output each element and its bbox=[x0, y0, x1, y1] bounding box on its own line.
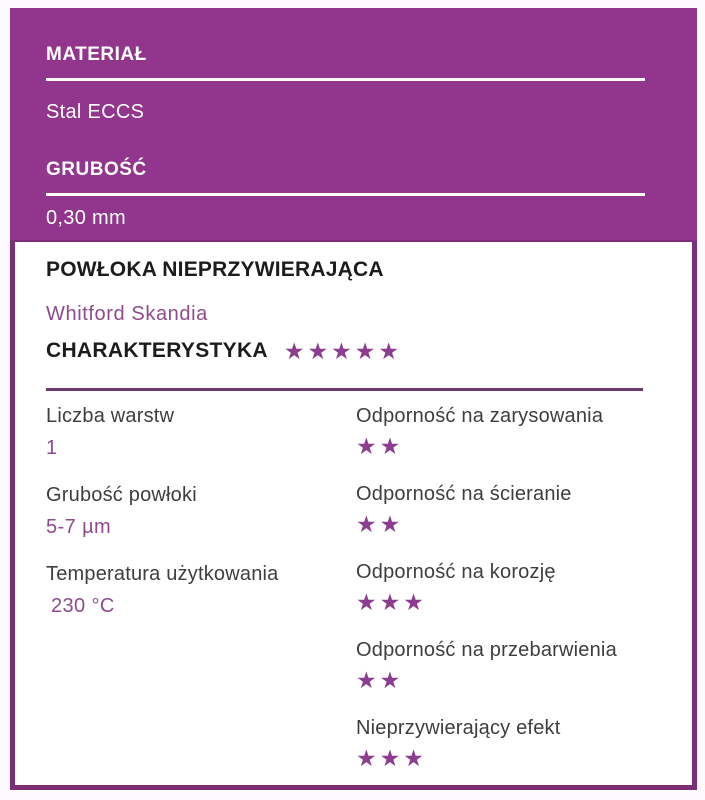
product-spec-card bbox=[10, 8, 697, 790]
prop-label: Odporność na przebarwienia bbox=[356, 639, 617, 661]
prop-label: Odporność na zarysowania bbox=[356, 405, 604, 427]
coating-brand: Whitford Skandia bbox=[46, 303, 208, 325]
prop-nonstick-effect bbox=[356, 717, 674, 771]
prop-value: 1 bbox=[46, 437, 58, 459]
star-rating: ★★★ bbox=[356, 745, 427, 771]
star-rating: ★★ bbox=[356, 511, 404, 537]
star-rating: ★★★ bbox=[356, 589, 427, 615]
properties-right-column bbox=[356, 405, 674, 771]
characteristics-row bbox=[46, 338, 674, 364]
thickness-field bbox=[46, 159, 657, 230]
prop-usage-temperature bbox=[46, 563, 356, 618]
prop-coating-thickness bbox=[46, 484, 356, 539]
prop-label: Grubość powłoki bbox=[46, 484, 197, 506]
section-divider bbox=[46, 388, 643, 391]
material-underline bbox=[46, 78, 645, 81]
star-rating: ★★ bbox=[356, 667, 404, 693]
characteristics-star-rating: ★★★★★ bbox=[283, 338, 403, 364]
material-panel bbox=[10, 8, 697, 240]
prop-corrosion-resistance bbox=[356, 561, 674, 615]
thickness-label: GRUBOŚĆ bbox=[46, 159, 147, 180]
coating-card bbox=[10, 240, 697, 790]
prop-label: Temperatura użytkowania bbox=[46, 563, 279, 585]
prop-discoloration-resistance bbox=[356, 639, 674, 693]
material-value: Stal ECCS bbox=[46, 101, 145, 123]
coating-title: POWŁOKA NIEPRZYWIERAJĄCA bbox=[46, 258, 384, 281]
prop-abrasion-resistance bbox=[356, 483, 674, 537]
material-field bbox=[46, 44, 657, 124]
star-rating: ★★ bbox=[356, 433, 404, 459]
characteristics-label: CHARAKTERYSTYKA bbox=[46, 339, 268, 362]
thickness-value: 0,30 mm bbox=[46, 207, 126, 229]
properties-grid bbox=[46, 405, 674, 771]
prop-label: Odporność na korozję bbox=[356, 561, 556, 583]
prop-layers bbox=[46, 405, 356, 460]
prop-value: 5-7 µm bbox=[46, 516, 112, 538]
prop-value: 230 °C bbox=[51, 595, 115, 617]
properties-left-column bbox=[46, 405, 356, 771]
prop-label: Odporność na ścieranie bbox=[356, 483, 572, 505]
thickness-underline bbox=[46, 193, 645, 196]
prop-label: Liczba warstw bbox=[46, 405, 175, 427]
material-label: MATERIAŁ bbox=[46, 44, 147, 65]
prop-label: Nieprzywierający efekt bbox=[356, 717, 561, 739]
prop-scratch-resistance bbox=[356, 405, 674, 459]
